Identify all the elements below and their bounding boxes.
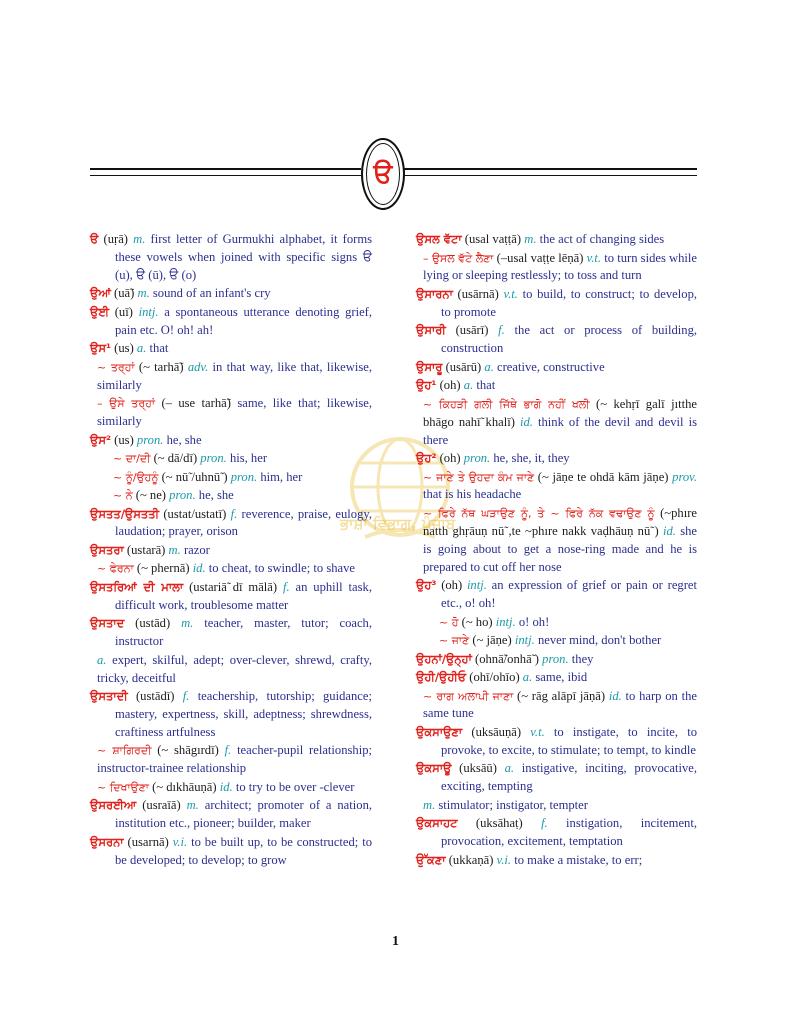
dictionary-entry bbox=[416, 377, 697, 395]
dictionary-entry bbox=[416, 852, 697, 870]
entry-definition: teacher-pupil relationship; instructor-trainee relationship bbox=[97, 743, 372, 776]
entry-definition: the act or process of building, construction bbox=[441, 323, 698, 356]
dictionary-entry bbox=[90, 432, 372, 450]
entry-definition: he, she bbox=[198, 488, 234, 503]
header-rule-left-top bbox=[90, 168, 361, 170]
entry-part-of-speech: m. bbox=[524, 232, 537, 246]
entry-headword: ਉਸਤਰਿਆਂ ਦੀ ਮਾਲਾ bbox=[90, 579, 184, 594]
dictionary-entry bbox=[90, 450, 372, 468]
entry-definition: to try to be over -clever bbox=[235, 779, 355, 794]
dictionary-entry bbox=[416, 359, 697, 377]
dictionary-entry bbox=[416, 322, 697, 358]
entry-headword: ਉਸਾਰਨਾ bbox=[416, 286, 453, 301]
entry-transliteration: (~ shāgırdī) bbox=[157, 743, 219, 758]
entry-headword: ੳ bbox=[90, 232, 99, 246]
entry-part-of-speech: intj. bbox=[138, 304, 159, 319]
entry-transliteration: (~ dıkhāuṇā) bbox=[152, 779, 217, 794]
entry-transliteration: (uī) bbox=[114, 304, 133, 319]
entry-definition: to cheat, to swindle; to shave bbox=[208, 561, 355, 576]
entry-part-of-speech: v.i. bbox=[172, 834, 188, 849]
entry-transliteration: (~ dā/dī) bbox=[153, 451, 198, 466]
entry-headword: ਉਹ² bbox=[416, 451, 437, 466]
entry-transliteration: (oh) bbox=[439, 378, 461, 393]
entry-definition: razor bbox=[183, 542, 210, 557]
entry-headword: ਉਸਰਨਾ bbox=[90, 834, 124, 849]
entry-part-of-speech: id. bbox=[192, 561, 206, 576]
entry-headword: ਉਸਤਾਦ bbox=[90, 616, 125, 631]
dictionary-entry bbox=[416, 286, 697, 322]
entry-headword: ਉਸਾਰੀ bbox=[416, 323, 446, 338]
header-rule-right-top bbox=[401, 168, 697, 170]
entry-definition: an uphill task, difficult work, troublesome matter bbox=[115, 579, 372, 612]
entry-part-of-speech: pron. bbox=[169, 488, 196, 503]
left-column bbox=[90, 231, 372, 870]
entry-definition: same, like that; likewise, similarly bbox=[97, 396, 372, 429]
dictionary-entry bbox=[416, 505, 697, 577]
entry-definition: she is going about to get a nose-ring made and he is prepared to cut off her nose bbox=[423, 523, 697, 574]
entry-definition: to turn sides while lying or sleeping restlessly; to toss and turn bbox=[423, 250, 698, 283]
entry-transliteration: (usal vaṭṭā) bbox=[464, 232, 522, 246]
header-rule-left-bottom bbox=[90, 175, 361, 176]
entry-part-of-speech: f. bbox=[498, 323, 505, 338]
entry-part-of-speech: m. bbox=[423, 797, 436, 812]
dictionary-entry bbox=[416, 760, 697, 796]
entry-part-of-speech: adv. bbox=[187, 359, 209, 374]
entry-transliteration: (ustādī) bbox=[135, 689, 175, 704]
entry-part-of-speech: f. bbox=[230, 506, 238, 521]
entry-part-of-speech: intj. bbox=[514, 633, 535, 648]
entry-definition: he, she, it, they bbox=[493, 451, 570, 466]
dictionary-entry bbox=[90, 779, 372, 797]
entry-headword: ~ ਰਾਗ ਅਲਾਪੀ ਜਾਣਾ bbox=[423, 689, 514, 703]
entry-part-of-speech: a. bbox=[504, 761, 515, 776]
entry-definition: think of the devil and devil is there bbox=[423, 414, 697, 447]
entry-part-of-speech: intj. bbox=[495, 614, 516, 629]
dictionary-entry bbox=[90, 469, 372, 487]
entry-part-of-speech: f. bbox=[182, 689, 190, 704]
entry-part-of-speech: id. bbox=[662, 523, 676, 538]
entry-definition: first letter of Gurmukhi alphabet, it forms these vowels when joined with specific signs ੳ (u), ੳ (ū), ੳ (o) bbox=[115, 232, 373, 282]
entry-part-of-speech: a. bbox=[463, 378, 474, 393]
dictionary-entry bbox=[416, 396, 697, 450]
dictionary-entry bbox=[90, 797, 372, 833]
entry-part-of-speech: a. bbox=[136, 341, 147, 356]
entry-transliteration: (~ kehṛī galī jıtthe bhāgo nahī̃ khalī) bbox=[423, 396, 697, 429]
entry-definition: to harp on the same tune bbox=[423, 688, 697, 721]
entry-transliteration: (usārī) bbox=[455, 323, 489, 338]
entry-part-of-speech: pron. bbox=[230, 469, 258, 484]
entry-transliteration: (– use tarhā̃) bbox=[161, 396, 231, 411]
entry-headword: ਉਕਸਾਉਣਾ bbox=[416, 724, 463, 739]
entry-headword: – ਉਸੇ ਤਰ੍ਹਾਂ bbox=[97, 397, 156, 411]
entry-part-of-speech: a. bbox=[97, 652, 107, 667]
watermark-text: ਭਾਸ਼ਾ ਵਿਭਾਗ, ਪੰਜਾਬ bbox=[340, 515, 456, 533]
entry-part-of-speech: intj. bbox=[466, 578, 487, 593]
dictionary-entry bbox=[90, 742, 372, 778]
entry-transliteration: (usraīā) bbox=[142, 798, 181, 813]
entry-definition: that bbox=[476, 378, 496, 393]
entry-headword: ~ ਦਾ/ਦੀ bbox=[113, 452, 151, 466]
entry-headword: ਉਸ¹ bbox=[90, 341, 112, 356]
dictionary-entry bbox=[416, 614, 697, 632]
entry-definition: an expression of grief or pain or regret etc., o! oh! bbox=[441, 578, 697, 611]
entry-headword: ਉਹੀ/ਉਹੀਓ bbox=[416, 670, 467, 685]
entry-definition: he, she bbox=[166, 432, 202, 447]
entry-definition: that bbox=[149, 341, 169, 356]
entry-definition: to instigate, to incite, to provoke, to excite, to stimulate; to tempt, to kindle bbox=[441, 724, 698, 757]
entry-definition: o! oh! bbox=[518, 614, 550, 629]
entry-headword: ਉਸਤਾਦੀ bbox=[90, 689, 128, 704]
entry-transliteration: (~ nū̃ /uhnū̃ ) bbox=[161, 469, 228, 484]
entry-transliteration: (~phıre natth ghṛāuṇ nū̃ ,te ~phıre nakk vaḍhāuṇ nū̃ ) bbox=[423, 505, 697, 538]
entry-headword: ~ ਨੇ bbox=[113, 489, 133, 503]
entry-headword: ~ ਫੇਰਨਾ bbox=[97, 562, 134, 576]
entry-transliteration: (–usal vaṭṭe lēṇā) bbox=[496, 250, 584, 265]
entry-definition: same, ibid bbox=[535, 670, 588, 685]
dictionary-entry bbox=[90, 652, 372, 688]
dictionary-entry bbox=[416, 469, 697, 505]
entry-part-of-speech: a. bbox=[522, 670, 533, 685]
dictionary-entry bbox=[416, 250, 697, 286]
entry-transliteration: (~ jāṇe te ohdā kām jāṇe) bbox=[537, 469, 669, 484]
dictionary-entry bbox=[90, 231, 372, 285]
entry-definition: they bbox=[571, 651, 594, 666]
entry-transliteration: (~ jāṇe) bbox=[472, 633, 512, 648]
header-rule-right-bottom bbox=[401, 175, 697, 176]
entry-headword: ~ ਦਿਖਾਉਣਾ bbox=[97, 780, 149, 794]
dictionary-entry bbox=[416, 797, 697, 815]
entry-headword: ਉਸਾਰੂ bbox=[416, 359, 443, 374]
entry-headword: ਉਸ² bbox=[90, 432, 112, 447]
entry-transliteration: (uṛā) bbox=[103, 232, 128, 246]
entry-definition: a spontaneous utterance denoting grief, pain etc. O! oh! ah! bbox=[115, 304, 373, 337]
entry-part-of-speech: a. bbox=[484, 359, 494, 374]
dictionary-entry bbox=[416, 450, 697, 468]
entry-part-of-speech: m. bbox=[137, 286, 150, 301]
entry-definition: architect; promoter of a nation, institution etc., pioneer; builder, maker bbox=[115, 798, 373, 831]
dictionary-entry bbox=[90, 579, 372, 615]
entry-headword: ~ ਨੂੰ/ਉਹਨੂੰ bbox=[113, 470, 159, 484]
entry-part-of-speech: v.t. bbox=[503, 286, 518, 301]
entry-transliteration: (~ phernā) bbox=[136, 561, 190, 576]
dictionary-entry bbox=[90, 688, 372, 742]
entry-part-of-speech: v.t. bbox=[530, 724, 545, 739]
entry-part-of-speech: id. bbox=[519, 414, 533, 429]
entry-definition: sound of an infant's cry bbox=[152, 286, 271, 301]
dictionary-entry bbox=[90, 560, 372, 578]
dictionary-entry bbox=[90, 395, 372, 431]
entry-transliteration: (ustariā̃ dī mālā) bbox=[189, 579, 278, 594]
entry-definition: creative, constructive bbox=[497, 359, 605, 374]
dictionary-entry bbox=[90, 304, 372, 340]
dictionary-entry bbox=[90, 506, 372, 542]
dictionary-entry bbox=[90, 340, 372, 358]
dictionary-entry bbox=[90, 487, 372, 505]
entry-headword: ਉਕਸਾਊ bbox=[416, 761, 452, 776]
entry-definition: reverence, praise, eulogy, laudation; prayer, orison bbox=[115, 506, 372, 539]
entry-headword: ਉਹਨਾਂ/ਉਨ੍ਹਾਂ bbox=[416, 651, 472, 666]
dictionary-entry bbox=[416, 669, 697, 687]
entry-transliteration: (~ ne) bbox=[135, 488, 166, 503]
entry-headword: – ਉਸਲ ਵੱਟੇ ਲੈਣਾ bbox=[423, 251, 494, 265]
entry-headword: ਉਕਸਾਹਟ bbox=[416, 816, 458, 831]
entry-part-of-speech: pron. bbox=[542, 651, 569, 666]
entry-headword: ਉਸਰਈਆ bbox=[90, 798, 137, 813]
entry-part-of-speech: v.t. bbox=[586, 250, 602, 265]
entry-headword: ਉਸਲ ਵੱਟਾ bbox=[416, 232, 462, 246]
dictionary-entry bbox=[416, 724, 697, 760]
entry-part-of-speech: pron. bbox=[136, 432, 164, 447]
dictionary-entry bbox=[416, 577, 697, 613]
entry-headword: ਉਸਤਰਾ bbox=[90, 542, 124, 557]
entry-transliteration: (~ rāg alāpī jāṇā) bbox=[517, 688, 606, 703]
entry-transliteration: (oh) bbox=[441, 578, 463, 593]
entry-headword: ~ ਜਾਣੇ ਤੇ ਉਹਦਾ ਕੰਮ ਜਾਣੇ bbox=[423, 470, 535, 484]
entry-headword: ~ ਹੋ bbox=[439, 615, 459, 629]
entry-transliteration: (ustarā) bbox=[126, 542, 166, 557]
entry-definition: expert, skilful, adept; over-clever, shrewd, crafty, tricky, deceitful bbox=[97, 652, 372, 685]
entry-part-of-speech: f. bbox=[541, 816, 548, 831]
entry-definition: teachership, tutorship; guidance; mastery, expertness, skill, adeptness; shrewdness, craftiness artfulness bbox=[115, 689, 372, 739]
section-letter: ੳ bbox=[373, 159, 393, 189]
entry-headword: ~ ਕਿਹੜੀ ਗਲੀ ਜਿੱਥੇ ਭਾਗੋ ਨਹੀਂ ਖਲੀ bbox=[423, 397, 590, 411]
entry-headword: ~ ਸ਼ਾਗਿਰਦੀ bbox=[97, 744, 152, 758]
entry-part-of-speech: m. bbox=[186, 798, 199, 813]
dictionary-entry bbox=[90, 834, 372, 870]
entry-part-of-speech: prov. bbox=[672, 469, 697, 484]
entry-transliteration: (oh) bbox=[439, 451, 461, 466]
dictionary-entry bbox=[416, 231, 697, 249]
entry-definition: him, her bbox=[260, 469, 303, 484]
entry-definition: in that way, like that, likewise, similarly bbox=[97, 359, 372, 392]
entry-definition: never mind, don't bother bbox=[537, 633, 662, 648]
entry-headword: ~ ਫਿਰੇ ਨੱਥ ਘੜਾਉਣ ਨੂੰ, ਤੇ ~ ਫਿਰੇ ਨੱਕ ਵਢਾਉਣ ਨੂੰ bbox=[423, 506, 655, 520]
entry-part-of-speech: m. bbox=[181, 616, 194, 631]
entry-headword: ~ ਤਰ੍ਹਾਂ bbox=[97, 360, 135, 374]
entry-transliteration: (us) bbox=[114, 341, 134, 356]
entry-transliteration: (usarnā) bbox=[127, 834, 169, 849]
entry-part-of-speech: f. bbox=[282, 579, 290, 594]
entry-transliteration: (ustat/ustatī) bbox=[163, 506, 227, 521]
entry-part-of-speech: id. bbox=[219, 779, 233, 794]
dictionary-entry bbox=[416, 632, 697, 650]
entry-headword: ~ ਜਾਣੇ bbox=[439, 634, 470, 648]
entry-definition: his, her bbox=[229, 451, 268, 466]
entry-part-of-speech: f. bbox=[224, 743, 232, 758]
entry-transliteration: (~ tarhā̃) bbox=[138, 359, 184, 374]
entry-part-of-speech: m. bbox=[168, 542, 181, 557]
entry-transliteration: (uā̃) bbox=[114, 286, 135, 301]
entry-headword: ਉਹ¹ bbox=[416, 378, 437, 393]
entry-part-of-speech: pron. bbox=[200, 451, 227, 466]
entry-headword: ਉੱਕਣਾ bbox=[416, 852, 446, 867]
entry-part-of-speech: id. bbox=[608, 688, 622, 703]
entry-definition: that is his headache bbox=[423, 487, 522, 502]
dictionary-entry bbox=[90, 542, 372, 560]
dictionary-entry bbox=[416, 688, 697, 724]
entry-transliteration: (ukkaṇā) bbox=[448, 852, 494, 867]
entry-transliteration: (ohnā̃/onhā̃ ) bbox=[475, 651, 539, 666]
entry-transliteration: (uksāū) bbox=[459, 761, 497, 776]
entry-transliteration: (ustād) bbox=[135, 616, 171, 631]
entry-part-of-speech: v.i. bbox=[496, 852, 512, 867]
entry-headword: ਉਆਂ bbox=[90, 286, 111, 301]
dictionary-entry bbox=[416, 651, 697, 669]
entry-transliteration: (usārnā) bbox=[457, 286, 499, 301]
dictionary-entry bbox=[90, 615, 372, 651]
entry-transliteration: (uksāhaṭ) bbox=[475, 816, 523, 831]
entry-headword: ਉਈ bbox=[90, 304, 109, 319]
entry-definition: instigation, incitement, provocation, excitement, temptation bbox=[441, 816, 697, 849]
dictionary-entry bbox=[416, 815, 697, 851]
entry-transliteration: (uksāuṇā) bbox=[471, 724, 522, 739]
entry-transliteration: (us) bbox=[114, 432, 134, 447]
entry-definition: to make a mistake, to err; bbox=[514, 852, 643, 867]
entry-part-of-speech: m. bbox=[133, 232, 146, 246]
entry-definition: to be built up, to be constructed; to be developed; to develop; to grow bbox=[115, 834, 372, 867]
entry-definition: teacher, master, tutor; coach, instructor bbox=[115, 616, 372, 649]
entry-definition: stimulator; instigator, tempter bbox=[438, 797, 588, 812]
entry-headword: ਉਸਤਤ/ਉਸਤਤੀ bbox=[90, 506, 160, 521]
dictionary-entry bbox=[90, 359, 372, 395]
entry-definition: instigative, inciting, provocative, exciting, tempting bbox=[441, 761, 697, 794]
dictionary-entry bbox=[90, 285, 372, 303]
entry-part-of-speech: pron. bbox=[463, 451, 491, 466]
entry-definition: the act of changing sides bbox=[539, 232, 665, 246]
entry-transliteration: (usārū) bbox=[445, 359, 482, 374]
section-letter-medallion bbox=[361, 138, 405, 210]
entry-transliteration: (~ ho) bbox=[461, 614, 493, 629]
page-number: 1 bbox=[392, 934, 399, 949]
entry-headword: ਉਹ³ bbox=[416, 578, 437, 593]
entry-definition: to build, to construct; to develop, to promote bbox=[441, 286, 698, 319]
right-column bbox=[416, 231, 697, 870]
entry-transliteration: (ohī/ohīo) bbox=[469, 670, 520, 685]
